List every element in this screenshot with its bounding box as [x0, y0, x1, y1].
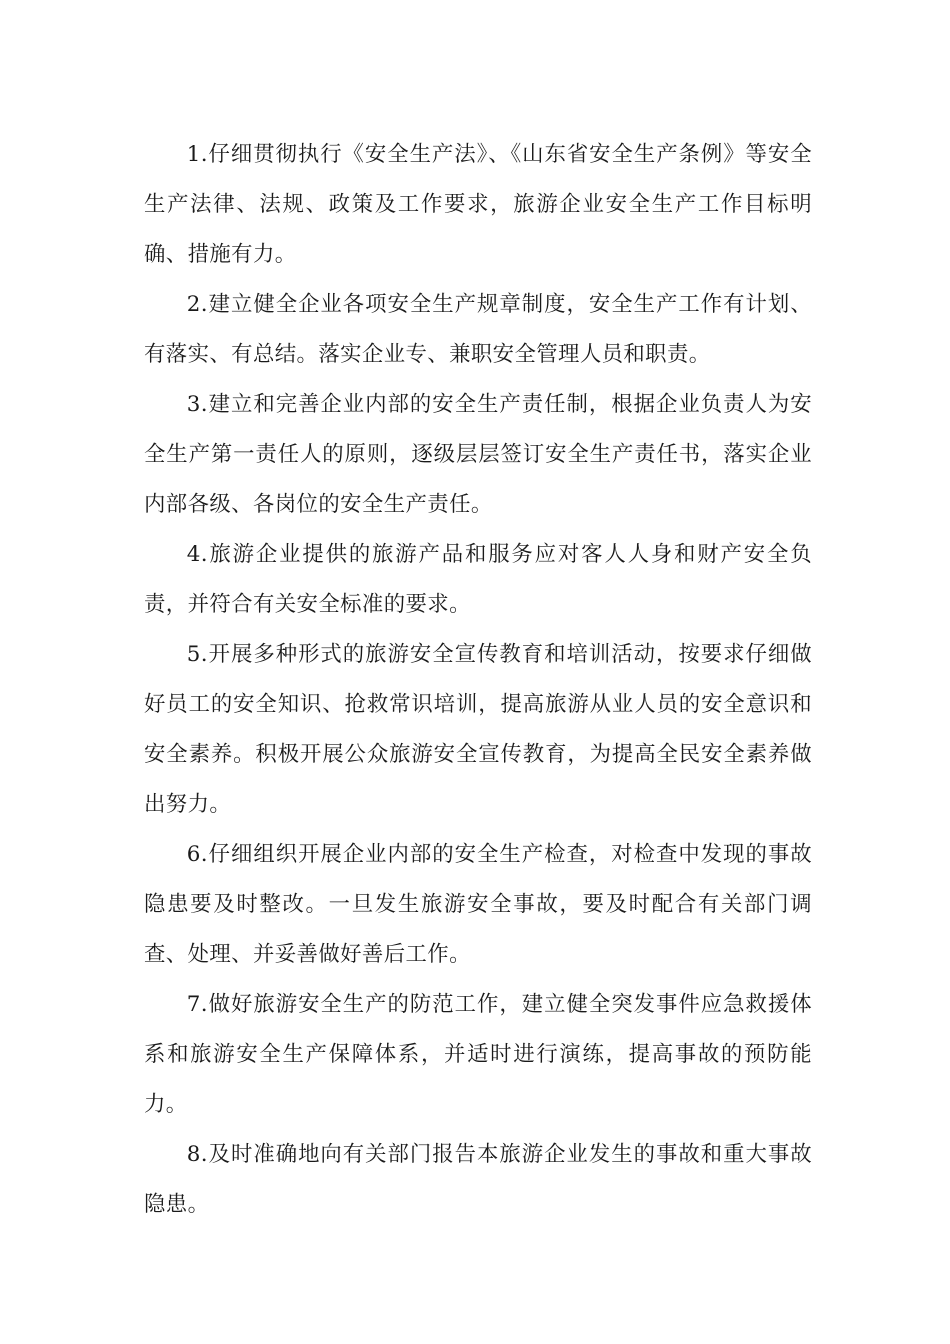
paragraph-6: 6.仔细组织开展企业内部的安全生产检查，对检查中发现的事故隐患要及时整改。一旦发生旅游安全事故，要及时配合有关部门调查、处理、并妥善做好善后工作。	[144, 842, 812, 967]
paragraph-8: 8.及时准确地向有关部门报告本旅游企业发生的事故和重大事故隐患。	[144, 1142, 812, 1217]
paragraph-1: 1.仔细贯彻执行《安全生产法》、《山东省安全生产条例》等安全生产法律、法规、政策及工作要求，旅游企业安全生产工作目标明确、措施有力。	[144, 142, 812, 267]
paragraph-4: 4.旅游企业提供的旅游产品和服务应对客人人身和财产安全负责，并符合有关安全标准的要求。	[144, 542, 812, 617]
paragraph-2: 2.建立健全企业各项安全生产规章制度，安全生产工作有计划、有落实、有总结。落实企业专、兼职安全管理人员和职责。	[144, 292, 812, 367]
paragraph-7: 7.做好旅游安全生产的防范工作，建立健全突发事件应急救援体系和旅游安全生产保障体系，并适时进行演练，提高事故的预防能力。	[144, 992, 812, 1117]
paragraph-3: 3.建立和完善企业内部的安全生产责任制，根据企业负责人为安全生产第一责任人的原则，逐级层层签订安全生产责任书，落实企业内部各级、各岗位的安全生产责任。	[144, 392, 812, 517]
document-body	[144, 130, 812, 1230]
paragraph-5: 5.开展多种形式的旅游安全宣传教育和培训活动，按要求仔细做好员工的安全知识、抢救常识培训，提高旅游从业人员的安全意识和安全素养。积极开展公众旅游安全宣传教育，为提高全民安全素养做出努力。	[144, 642, 812, 817]
